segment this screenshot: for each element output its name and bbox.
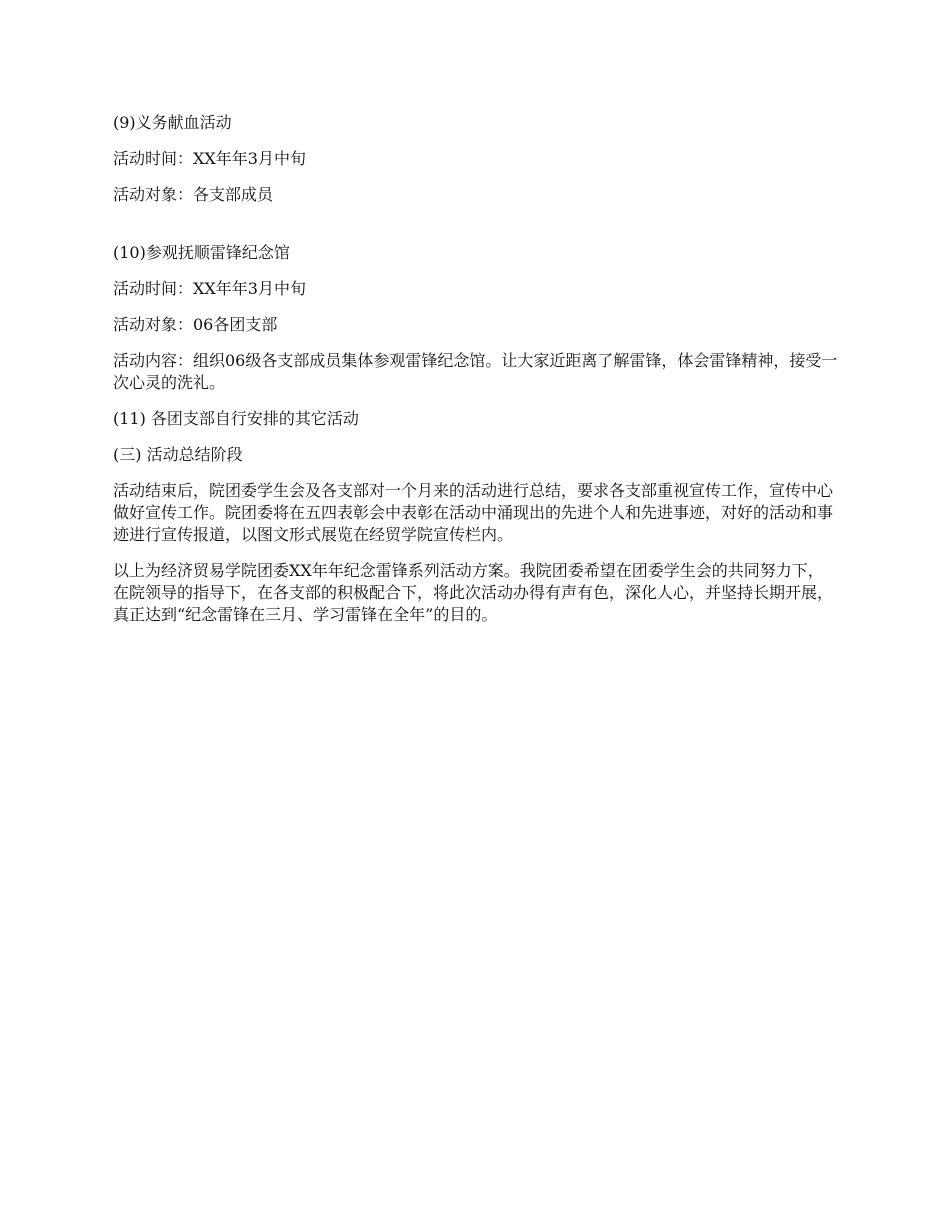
activity-target: 活动对象：各支部成员 <box>113 185 274 204</box>
paragraph-gap <box>113 220 838 242</box>
section-heading-summary-stage: (三) 活动总结阶段 <box>113 445 243 464</box>
activity-content: 活动内容：组织06级各支部成员集体参观雷锋纪念馆。让大家近距离了解雷锋，体会雷锋精神，接受一次心灵的洗礼。 <box>113 351 838 392</box>
section-heading-blood-donation: (9)义务献血活动 <box>113 113 232 132</box>
document-body <box>113 112 838 640</box>
section-heading-memorial-visit: (10)参观抚顺雷锋纪念馆 <box>113 243 290 262</box>
activity-time: 活动时间：XX年年3月中旬 <box>113 149 306 168</box>
summary-paragraph: 活动结束后，院团委学生会及各支部对一个月来的活动进行总结，要求各支部重视宣传工作，宣传中心做好宣传工作。院团委将在五四表彰会中表彰在活动中涌现出的先进个人和先进事迹，对好的活动和事迹进行宣传报道，以图文形式展览在经贸学院宣传栏内。 <box>113 481 834 544</box>
closing-paragraph: 以上为经济贸易学院团委XX年年纪念雷锋系列活动方案。我院团委希望在团委学生会的共同努力下，在院领导的指导下，在各支部的积极配合下，将此次活动办得有声有色，深化人心，并坚持长期开展，真正达到“纪念雷锋在三月、学习雷锋在全年”的目的。 <box>113 561 834 624</box>
activity-time: 活动时间：XX年年3月中旬 <box>113 279 306 298</box>
section-heading-other-activities: (11) 各团支部自行安排的其它活动 <box>113 409 359 428</box>
activity-target: 活动对象：06各团支部 <box>113 315 278 334</box>
